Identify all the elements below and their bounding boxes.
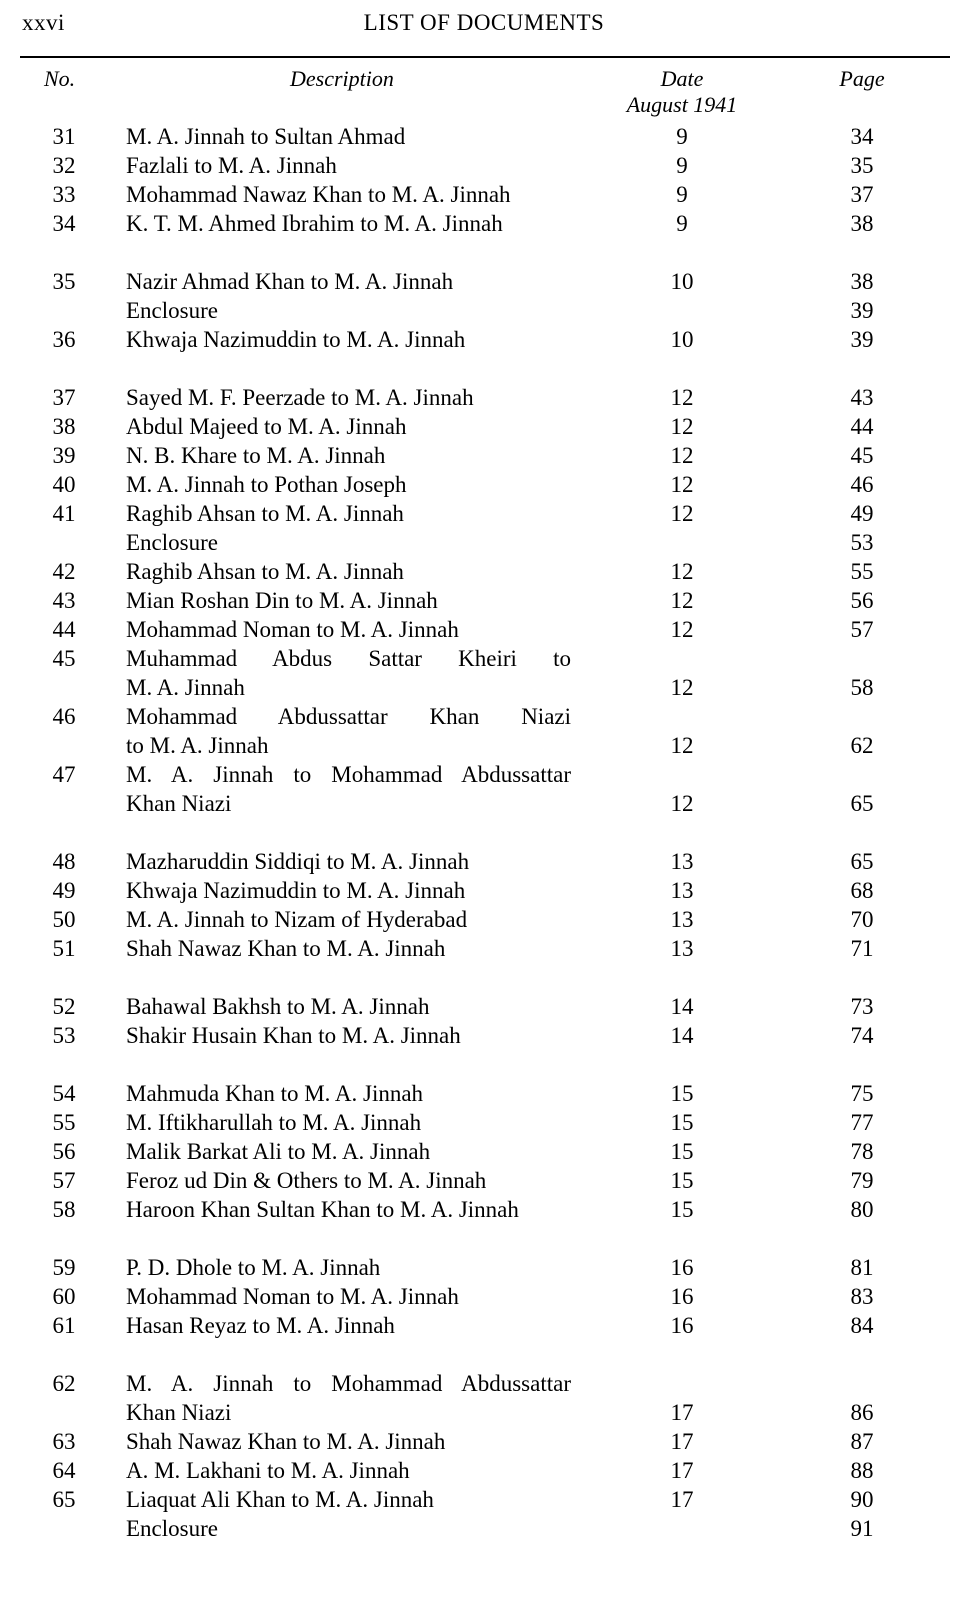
document-page: 90 xyxy=(850,1487,874,1512)
description-line: M. A. Jinnah to Pothan Joseph xyxy=(126,472,407,497)
document-row xyxy=(0,1427,968,1456)
document-row xyxy=(0,1311,968,1340)
document-number: 50 xyxy=(52,907,76,932)
document-number: 56 xyxy=(52,1139,76,1164)
document-description xyxy=(126,847,571,876)
document-description xyxy=(126,441,571,470)
document-description xyxy=(126,1137,571,1166)
document-page: 74 xyxy=(850,1023,874,1048)
document-number: 44 xyxy=(52,617,76,642)
document-description xyxy=(126,1253,571,1282)
description-line: Feroz ud Din & Others to M. A. Jinnah xyxy=(126,1168,487,1193)
document-description xyxy=(126,934,571,963)
document-description xyxy=(126,412,571,441)
document-row xyxy=(0,412,968,441)
document-description xyxy=(126,1485,571,1514)
group-spacer xyxy=(0,1340,968,1369)
document-number: 43 xyxy=(52,588,76,613)
document-number: 53 xyxy=(52,1023,76,1048)
document-date: 14 xyxy=(670,1023,694,1048)
document-row xyxy=(0,122,968,151)
document-description xyxy=(126,876,571,905)
document-page: 39 xyxy=(850,327,874,352)
document-date: 15 xyxy=(670,1197,694,1222)
column-header-page: Page xyxy=(839,66,885,91)
document-row xyxy=(0,760,968,818)
document-page: 78 xyxy=(850,1139,874,1164)
document-description xyxy=(126,1311,571,1340)
document-description xyxy=(126,992,571,1021)
group-spacer xyxy=(0,1224,968,1253)
document-number: 49 xyxy=(52,878,76,903)
document-number: 48 xyxy=(52,849,76,874)
group-spacer xyxy=(0,354,968,383)
document-list xyxy=(0,122,968,1543)
document-number: 37 xyxy=(52,385,76,410)
document-row xyxy=(0,325,968,354)
document-description xyxy=(126,1514,571,1543)
document-description xyxy=(126,1108,571,1137)
document-row xyxy=(0,209,968,238)
document-page: 73 xyxy=(850,994,874,1019)
description-line: Sayed M. F. Peerzade to M. A. Jinnah xyxy=(126,385,474,410)
document-row xyxy=(0,934,968,963)
document-description xyxy=(126,325,571,354)
document-description xyxy=(126,1021,571,1050)
document-page: 80 xyxy=(850,1197,874,1222)
document-number: 31 xyxy=(52,124,76,149)
document-page: 39 xyxy=(850,298,874,323)
running-title: LIST OF DOCUMENTS xyxy=(363,10,605,35)
description-line: Shah Nawaz Khan to M. A. Jinnah xyxy=(126,1429,446,1454)
document-number: 54 xyxy=(52,1081,76,1106)
document-number: 35 xyxy=(52,269,76,294)
document-date: 17 xyxy=(670,1429,694,1454)
description-line: M. A. Jinnah to Mohammad Abdussattar xyxy=(126,1371,571,1396)
document-row xyxy=(0,499,968,528)
document-number: 52 xyxy=(52,994,76,1019)
document-row xyxy=(0,1369,968,1427)
document-row xyxy=(0,383,968,412)
document-date: 16 xyxy=(670,1255,694,1280)
description-line: Bahawal Bakhsh to M. A. Jinnah xyxy=(126,994,430,1019)
document-row xyxy=(0,1485,968,1514)
document-number: 59 xyxy=(52,1255,76,1280)
header-rule xyxy=(20,56,950,58)
document-row xyxy=(0,267,968,296)
description-line: Shah Nawaz Khan to M. A. Jinnah xyxy=(126,936,446,961)
document-date: 12 xyxy=(670,385,694,410)
group-spacer xyxy=(0,818,968,847)
description-line: Haroon Khan Sultan Khan to M. A. Jinnah xyxy=(126,1197,519,1222)
description-line: M. A. Jinnah to Sultan Ahmad xyxy=(126,124,406,149)
document-row xyxy=(0,151,968,180)
document-description xyxy=(126,151,571,180)
document-page: 83 xyxy=(850,1284,874,1309)
document-date: 12 xyxy=(670,733,694,758)
document-page: 62 xyxy=(850,733,874,758)
document-number: 46 xyxy=(52,704,76,729)
document-page: 49 xyxy=(850,501,874,526)
description-line: A. M. Lakhani to M. A. Jinnah xyxy=(126,1458,410,1483)
document-row xyxy=(0,876,968,905)
document-row xyxy=(0,586,968,615)
document-page: 57 xyxy=(850,617,874,642)
document-page: 68 xyxy=(850,878,874,903)
description-line: Khan Niazi xyxy=(126,791,232,816)
description-line: Mahmuda Khan to M. A. Jinnah xyxy=(126,1081,424,1106)
document-page: 86 xyxy=(850,1400,874,1425)
document-description xyxy=(126,586,571,615)
document-date: 17 xyxy=(670,1487,694,1512)
document-date: 10 xyxy=(670,269,694,294)
document-row xyxy=(0,441,968,470)
document-row xyxy=(0,1195,968,1224)
document-date: 15 xyxy=(670,1110,694,1135)
document-date: 13 xyxy=(670,936,694,961)
document-page: 71 xyxy=(850,936,874,961)
document-row xyxy=(0,180,968,209)
document-number: 60 xyxy=(52,1284,76,1309)
document-page: 91 xyxy=(850,1516,874,1541)
document-date: 9 xyxy=(676,124,688,149)
document-row xyxy=(0,1282,968,1311)
document-description xyxy=(126,644,571,702)
document-description xyxy=(126,1195,571,1224)
document-date: 9 xyxy=(676,182,688,207)
document-row xyxy=(0,1253,968,1282)
column-headers xyxy=(0,66,968,122)
document-number: 61 xyxy=(52,1313,76,1338)
document-number: 41 xyxy=(52,501,76,526)
description-line: M. A. Jinnah to Nizam of Hyderabad xyxy=(126,907,468,932)
document-date: 12 xyxy=(670,617,694,642)
document-row xyxy=(0,615,968,644)
description-line: Muhammad Abdus Sattar Kheiri to xyxy=(126,646,571,671)
description-line: Enclosure xyxy=(126,1516,218,1541)
document-number: 55 xyxy=(52,1110,76,1135)
document-date: 13 xyxy=(670,849,694,874)
document-row xyxy=(0,1166,968,1195)
document-description xyxy=(126,760,571,818)
document-page: 70 xyxy=(850,907,874,932)
document-page: 43 xyxy=(850,385,874,410)
document-description xyxy=(126,528,571,557)
document-page: 55 xyxy=(850,559,874,584)
document-number: 38 xyxy=(52,414,76,439)
page-header xyxy=(0,6,968,40)
document-number: 32 xyxy=(52,153,76,178)
document-date: 13 xyxy=(670,878,694,903)
description-line: Mohammad Noman to M. A. Jinnah xyxy=(126,1284,459,1309)
document-row xyxy=(0,905,968,934)
description-line: Abdul Majeed to M. A. Jinnah xyxy=(126,414,407,439)
document-date: 12 xyxy=(670,443,694,468)
document-date: 10 xyxy=(670,327,694,352)
description-line: Raghib Ahsan to M. A. Jinnah xyxy=(126,559,404,584)
document-row xyxy=(0,644,968,702)
document-date: 9 xyxy=(676,211,688,236)
document-row xyxy=(0,1021,968,1050)
document-description xyxy=(126,1079,571,1108)
group-spacer xyxy=(0,1050,968,1079)
description-line: M. A. Jinnah to Mohammad Abdussattar xyxy=(126,762,571,787)
description-line: Shakir Husain Khan to M. A. Jinnah xyxy=(126,1023,461,1048)
document-date: 16 xyxy=(670,1284,694,1309)
group-spacer xyxy=(0,963,968,992)
document-description xyxy=(126,702,571,760)
document-description xyxy=(126,1456,571,1485)
document-row xyxy=(0,557,968,586)
document-row xyxy=(0,470,968,499)
document-description xyxy=(126,383,571,412)
document-date: 12 xyxy=(670,675,694,700)
document-number: 57 xyxy=(52,1168,76,1193)
document-date: 12 xyxy=(670,588,694,613)
document-date: 9 xyxy=(676,153,688,178)
document-page: 37 xyxy=(850,182,874,207)
document-page: 87 xyxy=(850,1429,874,1454)
document-date: 15 xyxy=(670,1168,694,1193)
document-page: 45 xyxy=(850,443,874,468)
description-line: Enclosure xyxy=(126,298,218,323)
document-date: 15 xyxy=(670,1139,694,1164)
document-page: 81 xyxy=(850,1255,874,1280)
document-page: 34 xyxy=(850,124,874,149)
document-number: 63 xyxy=(52,1429,76,1454)
description-line: K. T. M. Ahmed Ibrahim to M. A. Jinnah xyxy=(126,211,503,236)
column-header-no: No. xyxy=(44,66,76,91)
description-line: M. Iftikharullah to M. A. Jinnah xyxy=(126,1110,422,1135)
document-date: 16 xyxy=(670,1313,694,1338)
description-line: M. A. Jinnah xyxy=(126,675,245,700)
document-number: 65 xyxy=(52,1487,76,1512)
document-page: 53 xyxy=(850,530,874,555)
document-page: 38 xyxy=(850,211,874,236)
document-page: 84 xyxy=(850,1313,874,1338)
document-description xyxy=(126,180,571,209)
document-description xyxy=(126,296,571,325)
document-date: 12 xyxy=(670,414,694,439)
document-page: 65 xyxy=(850,849,874,874)
document-description xyxy=(126,1427,571,1456)
description-line: Liaquat Ali Khan to M. A. Jinnah xyxy=(126,1487,434,1512)
document-number: 36 xyxy=(52,327,76,352)
document-description xyxy=(126,1369,571,1427)
document-number: 47 xyxy=(52,762,76,787)
description-line: Mian Roshan Din to M. A. Jinnah xyxy=(126,588,438,613)
description-line: Fazlali to M. A. Jinnah xyxy=(126,153,337,178)
document-page: 75 xyxy=(850,1081,874,1106)
document-page: 35 xyxy=(850,153,874,178)
document-description xyxy=(126,1166,571,1195)
document-description xyxy=(126,1282,571,1311)
description-line: Mazharuddin Siddiqi to M. A. Jinnah xyxy=(126,849,470,874)
column-header-date: Date xyxy=(660,66,704,91)
document-row xyxy=(0,847,968,876)
description-line: Khwaja Nazimuddin to M. A. Jinnah xyxy=(126,327,466,352)
description-line: P. D. Dhole to M. A. Jinnah xyxy=(126,1255,381,1280)
document-number: 42 xyxy=(52,559,76,584)
enclosure-row xyxy=(0,528,968,557)
document-page: 58 xyxy=(850,675,874,700)
document-number: 34 xyxy=(52,211,76,236)
document-date: 14 xyxy=(670,994,694,1019)
description-line: to M. A. Jinnah xyxy=(126,733,269,758)
document-row xyxy=(0,1108,968,1137)
document-number: 51 xyxy=(52,936,76,961)
document-row xyxy=(0,702,968,760)
group-spacer xyxy=(0,238,968,267)
enclosure-row xyxy=(0,296,968,325)
document-date: 17 xyxy=(670,1400,694,1425)
document-date: 12 xyxy=(670,501,694,526)
document-description xyxy=(126,557,571,586)
document-description xyxy=(126,470,571,499)
document-date: 12 xyxy=(670,472,694,497)
document-description xyxy=(126,267,571,296)
document-description xyxy=(126,122,571,151)
document-description xyxy=(126,499,571,528)
document-row xyxy=(0,1456,968,1485)
enclosure-row xyxy=(0,1514,968,1543)
description-line: Khwaja Nazimuddin to M. A. Jinnah xyxy=(126,878,466,903)
document-description xyxy=(126,905,571,934)
description-line: N. B. Khare to M. A. Jinnah xyxy=(126,443,386,468)
document-page: 65 xyxy=(850,791,874,816)
document-row xyxy=(0,1079,968,1108)
document-date: 13 xyxy=(670,907,694,932)
document-number: 45 xyxy=(52,646,76,671)
description-line: Mohammad Noman to M. A. Jinnah xyxy=(126,617,459,642)
description-line: Malik Barkat Ali to M. A. Jinnah xyxy=(126,1139,431,1164)
document-number: 39 xyxy=(52,443,76,468)
document-description xyxy=(126,209,571,238)
description-line: Mohammad Abdussattar Khan Niazi xyxy=(126,704,571,729)
document-description xyxy=(126,615,571,644)
description-line: Hasan Reyaz to M. A. Jinnah xyxy=(126,1313,395,1338)
document-number: 33 xyxy=(52,182,76,207)
document-number: 58 xyxy=(52,1197,76,1222)
document-page: 56 xyxy=(850,588,874,613)
document-page: 79 xyxy=(850,1168,874,1193)
document-number: 64 xyxy=(52,1458,76,1483)
document-row xyxy=(0,1137,968,1166)
document-date: 15 xyxy=(670,1081,694,1106)
document-date: 12 xyxy=(670,791,694,816)
page-number: xxvi xyxy=(22,10,65,35)
description-line: Mohammad Nawaz Khan to M. A. Jinnah xyxy=(126,182,511,207)
document-row xyxy=(0,992,968,1021)
description-line: Khan Niazi xyxy=(126,1400,232,1425)
document-page: 88 xyxy=(850,1458,874,1483)
description-line: Nazir Ahmad Khan to M. A. Jinnah xyxy=(126,269,454,294)
document-page: 44 xyxy=(850,414,874,439)
column-header-description: Description xyxy=(290,66,394,91)
document-page: 38 xyxy=(850,269,874,294)
description-line: Raghib Ahsan to M. A. Jinnah xyxy=(126,501,404,526)
document-number: 62 xyxy=(52,1371,76,1396)
document-number: 40 xyxy=(52,472,76,497)
document-date: 12 xyxy=(670,559,694,584)
column-header-date-month: August 1941 xyxy=(626,92,738,117)
document-page: 77 xyxy=(850,1110,874,1135)
document-date: 17 xyxy=(670,1458,694,1483)
description-line: Enclosure xyxy=(126,530,218,555)
document-page: 46 xyxy=(850,472,874,497)
